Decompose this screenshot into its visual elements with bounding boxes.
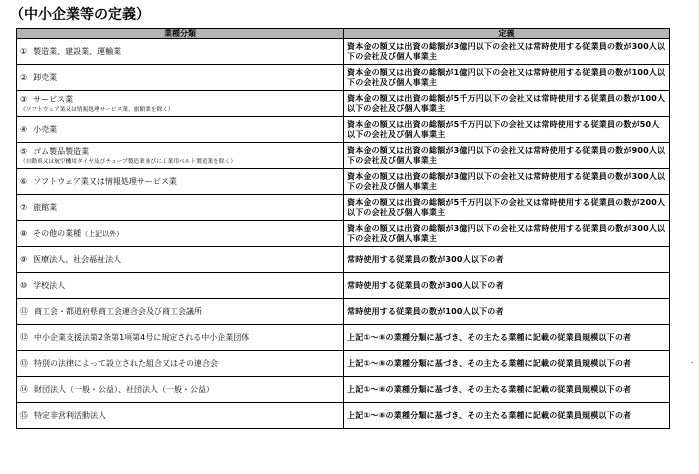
table-row [17,65,670,91]
header-definition: 定義 [344,29,670,39]
category-cell [17,169,344,195]
row-number: ⑧ [20,228,28,238]
table-row [17,195,670,221]
table-row [17,273,670,299]
category-name: 特別の法律によって設立された組合又はその連合会 [34,358,218,368]
page-title: （中小企業等の定義） [10,7,150,23]
category-cell [17,221,344,247]
category-cell [17,65,344,91]
row-number: ③ [20,94,28,104]
definition-cell: 資本金の額又は出資の総額が5千万円以下の会社又は常時使用する従業員の数が200人以下の会社及び個人事業主 [344,195,670,221]
row-number: ⑫ [20,332,28,342]
definition-cell: 上記①～⑧の業種分類に基づき、その主たる業種に記載の従業員規模以下の者 [344,377,670,403]
category-name: 中小企業支援法第2条第1項第4号に規定される中小企業団体 [34,332,250,342]
row-number: ⑦ [20,202,28,212]
table-row [17,299,670,325]
definition-cell: 上記①～⑧の業種分類に基づき、その主たる業種に記載の従業員規模以下の者 [344,403,670,429]
table-row [17,351,670,377]
row-number: ⑤ [20,146,28,156]
table-row [17,39,670,65]
category-name: ゴム製品製造業 [33,146,90,156]
table-row [17,91,670,117]
row-number: ① [20,46,28,56]
table-row [17,403,670,429]
row-number: ⑮ [20,410,28,420]
category-note: （上記以外） [81,229,124,238]
definition-cell: 資本金の額又は出資の総額が5千万円以下の会社又は常時使用する従業員の数が100人以下の会社及び個人事業主 [344,91,670,117]
category-name: ソフトウェア業又は情報処理サービス業 [33,176,177,186]
definition-cell: 常時使用する従業員の数が100人以下の者 [344,299,670,325]
side-mark: . [691,356,694,365]
definition-cell: 資本金の額又は出資の総額が5千万円以下の会社又は常時使用する従業員の数が50人以下の会社及び個人事業主 [344,117,670,143]
category-cell [17,351,344,377]
category-cell [17,247,344,273]
category-name: 特定非営利活動法人 [34,410,106,420]
row-number: ⑥ [20,176,28,186]
category-name: 旅館業 [33,202,58,212]
definition-cell: 資本金の額又は出資の総額が3億円以下の会社又は常時使用する従業員の数が900人以下の会社及び個人事業主 [344,143,670,169]
definition-cell: 資本金の額又は出資の総額が1億円以下の会社又は常時使用する従業員の数が100人以下の会社及び個人事業主 [344,65,670,91]
definition-cell: 上記①～⑧の業種分類に基づき、その主たる業種に記載の従業員規模以下の者 [344,325,670,351]
category-cell [17,195,344,221]
row-number: ⑬ [20,358,28,368]
table-row [17,221,670,247]
definition-cell: 資本金の額又は出資の総額が3億円以下の会社又は常時使用する従業員の数が300人以下の会社及び個人事業主 [344,169,670,195]
row-number: ④ [20,124,28,134]
row-number: ⑩ [20,280,28,290]
definition-cell: 資本金の額又は出資の総額が3億円以下の会社又は常時使用する従業員の数が300人以下の会社及び個人事業主 [344,221,670,247]
category-name: 学校法人 [33,280,66,290]
category-name: 商工会・都道府県商工会連合会及び商工会議所 [34,306,202,316]
table-row [17,247,670,273]
definition-cell: 上記①～⑧の業種分類に基づき、その主たる業種に記載の従業員規模以下の者 [344,351,670,377]
definition-cell: 常時使用する従業員の数が300人以下の者 [344,247,670,273]
row-number: ⑪ [20,306,28,316]
category-cell [17,377,344,403]
category-name: サービス業 [33,94,74,104]
table-row [17,117,670,143]
table-row [17,377,670,403]
category-name: 医療法人、社会福祉法人 [33,254,122,264]
category-name: 財団法人（一般・公益）、社団法人（一般・公益） [34,384,214,394]
row-number: ⑭ [20,384,28,394]
definition-cell: 常時使用する従業員の数が300人以下の者 [344,273,670,299]
table-row [17,169,670,195]
category-cell [17,39,344,65]
table-header-row [17,29,670,39]
category-cell [17,299,344,325]
table-row [17,325,670,351]
category-name: 小売業 [33,124,58,134]
category-name: 卸売業 [33,72,58,82]
row-number: ⑨ [20,254,28,264]
category-cell [17,117,344,143]
category-cell [17,403,344,429]
sme-definition-table [16,28,670,429]
category-name: その他の業種 [33,228,82,238]
category-name: 製造業、建設業、運輸業 [33,46,122,56]
category-subnote: （ソフトウェア業又は情報処理サービス業、旅館業を除く） [20,105,174,113]
header-category: 業種分類 [17,29,344,39]
category-cell [17,273,344,299]
category-subnote: （自動車又は航空機用タイヤ及びチューブ製造業並びに工業用ベルト製造業を除く） [20,157,237,165]
table-row [17,143,670,169]
category-cell [17,325,344,351]
definition-cell: 資本金の額又は出資の総額が3億円以下の会社又は常時使用する従業員の数が300人以下の会社及び個人事業主 [344,39,670,65]
row-number: ② [20,72,28,82]
category-cell [17,91,344,117]
category-cell [17,143,344,169]
